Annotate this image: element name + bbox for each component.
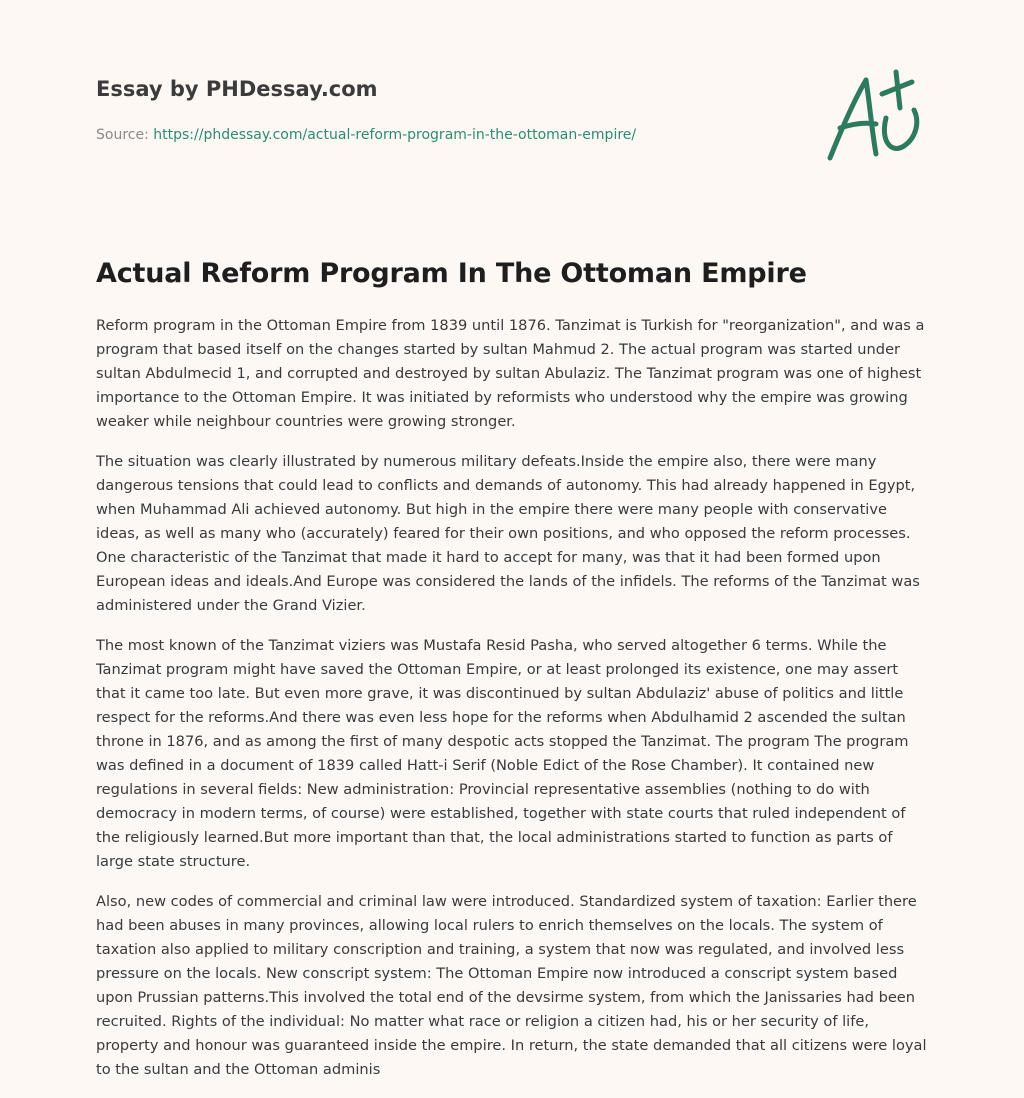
- source-line: [96, 126, 936, 144]
- article-paragraph: The situation was clearly illustrated by numerous military defeats.Inside the empire also, there were many dangerous tensions that could lead to conflicts and demands of autonomy. This had already happened in Egypt, when Muhammad Ali achieved autonomy. But high in the empire there were many people with conservative ideas, as well as many who (accurately) feared for their own positions, and who opposed the reform processes. One characteristic of the Tanzimat that made it hard to accept for many, was that it had been formed upon European ideas and ideals.And Europe was considered the lands of the infidels. The reforms of the Tanzimat was administered under the Grand Vizier.: [96, 453, 920, 614]
- brand-title: Essay by PHDessay.com: [96, 77, 378, 101]
- source-label: Source:: [96, 127, 154, 143]
- article-paragraph: Reform program in the Ottoman Empire from 1839 until 1876. Tanzimat is Turkish for "reorganization", and was a program that based itself on the changes started by sultan Mahmud 2. The actual program was started under sultan Abdulmecid 1, and corrupted and destroyed by sultan Abulaziz. The Tanzimat program was one of highest importance to the Ottoman Empire. It was initiated by reformists who understood why the empire was growing weaker while neighbour countries were growing stronger.: [96, 317, 925, 430]
- source-link[interactable]: https://phdessay.com/actual-reform-program-in-the-ottoman-empire/: [153, 127, 637, 143]
- a-plus-logo-icon: [820, 66, 930, 166]
- page-header: [96, 74, 936, 144]
- article-paragraph: The most known of the Tanzimat viziers was Mustafa Resid Pasha, who served altogether 6 terms. While the Tanzimat program might have saved the Ottoman Empire, or at least prolonged its existence, one may assert that it came too late. But even more grave, it was discontinued by sultan Abdulaziz' abuse of politics and little respect for the reforms.And there was even less hope for the reforms when Abdulhamid 2 ascended the sultan throne in 1876, and as among the first of many despotic acts stopped the Tanzimat. The program The program was defined in a document of 1839 called Hatt-i Serif (Noble Edict of the Rose Chamber). It contained new regulations in several fields: New administration: Provincial representative assemblies (nothing to do with democracy in modern terms, of course) were established, together with state courts that ruled independent of the religiously learned.But more important than that, the local administrations started to function as parts of large state structure.: [96, 637, 909, 870]
- article-title: Actual Reform Program In The Ottoman Empire: [96, 258, 807, 289]
- article-paragraph: Also, new codes of commercial and criminal law were introduced. Standardized system of taxation: Earlier there had been abuses in many provinces, allowing local rulers to enrich themselves on the locals. The system of taxation also applied to military conscription and training, a system that now was regulated, and involved less pressure on the locals. New conscript system: The Ottoman Empire now introduced a conscript system based upon Prussian patterns.This involved the total end of the devsirme system, from which the Janissaries had been recruited. Rights of the individual: No matter what race or religion a citizen had, his or her security of life, property and honour was guaranteed inside the empire. In return, the state demanded that all citizens were loyal to the sultan and the Ottoman adminis: [96, 893, 927, 1078]
- article-body: [96, 314, 930, 1094]
